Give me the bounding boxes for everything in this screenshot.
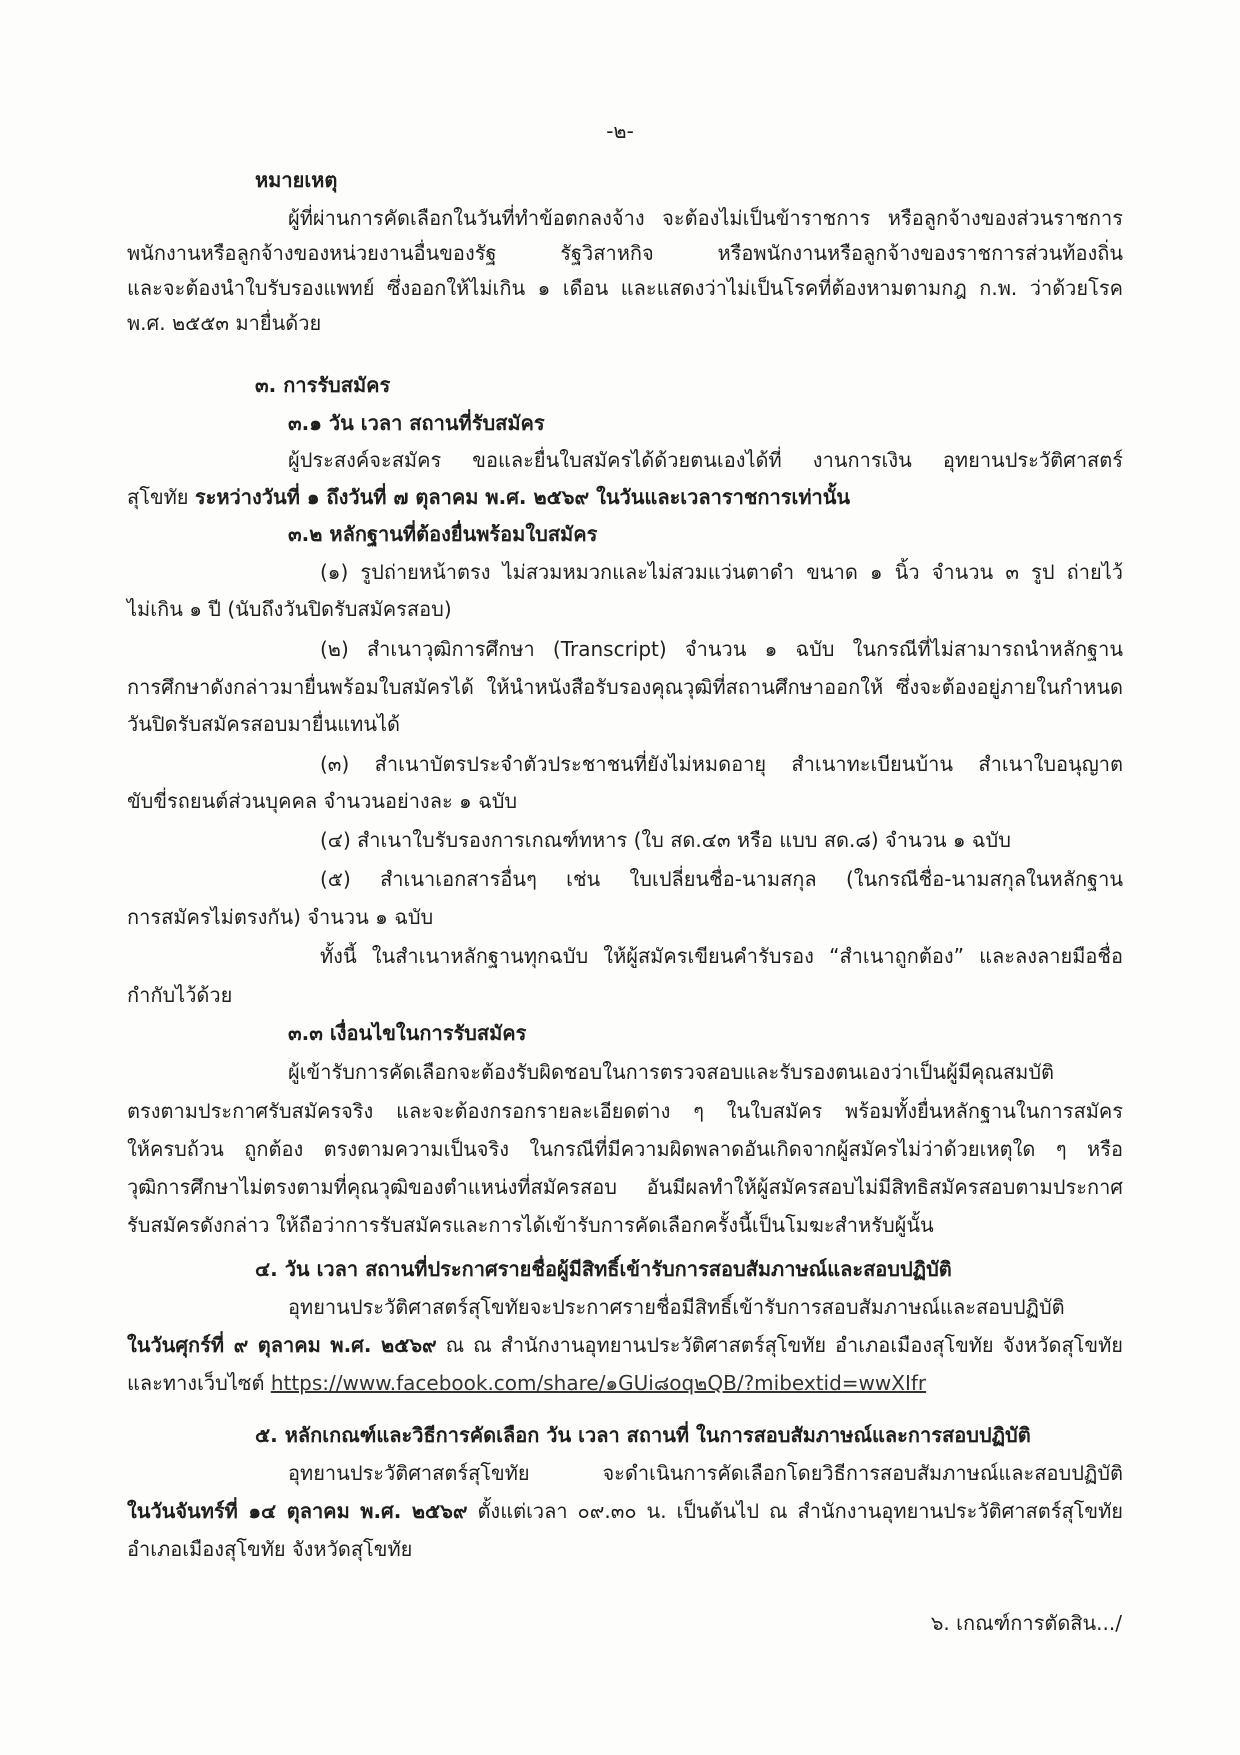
doc-item-2-a: (๒) สำเนาวุฒิการศึกษา (Transcript) จำนวน ๑ ฉบับ ในกรณีที่ไม่สามารถนำหลักฐาน <box>320 637 1123 661</box>
announcement-place: ณ ณ สำนักงานอุทยานประวัติศาสตร์สุโขทัย อำเภอเมืองสุโขทัย จังหวัดสุโขทัย <box>436 1333 1123 1357</box>
announcement-date: ในวันศุกร์ที่ ๙ ตุลาคม พ.ศ. ๒๕๖๙ <box>127 1333 437 1357</box>
page-number: -๒- <box>606 119 634 143</box>
continuation-note: ๖. เกณฑ์การตัดสิน.../ <box>930 1611 1122 1635</box>
doc-item-1-b: ไม่เกิน ๑ ปี (นับถึงวันปิดรับสมัครสอบ) <box>127 597 452 621</box>
remark-line-4: พ.ศ. ๒๕๕๓ มายื่นด้วย <box>127 311 322 335</box>
certify-note-1: ทั้งนี้ ในสำเนาหลักฐานทุกฉบับ ให้ผู้สมัครเขียนคำรับรอง “สำเนาถูกต้อง” และลงลายมือชื่อ <box>320 944 1123 968</box>
condition-line-5: รับสมัครดังกล่าว ให้ถือว่าการรับสมัครและการได้เข้ารับการคัดเลือกครั้งนี้เป็นโมฆะสำหรับผู้นั้น <box>127 1213 934 1237</box>
section-5-line-1: อุทยานประวัติศาสตร์สุโขทัย จะดำเนินการคัดเลือกโดยวิธีการสอบสัมภาษณ์และสอบปฏิบัติ <box>288 1461 1123 1485</box>
section-3-1-line-2 <box>127 482 850 512</box>
website-label: และทางเว็บไซต์ <box>127 1371 271 1395</box>
doc-item-4: (๔) สำเนาใบรับรองการเกณฑ์ทหาร (ใบ สด.๔๓ หรือ แบบ สด.๘) จำนวน ๑ ฉบับ <box>320 828 1011 852</box>
condition-line-1: ผู้เข้ารับการคัดเลือกจะต้องรับผิดชอบในการตรวจสอบและรับรองตนเองว่าเป็นผู้มีคุณสมบัติ <box>288 1060 1055 1084</box>
section-5-heading: ๕. หลักเกณฑ์และวิธีการคัดเลือก วัน เวลา สถานที่ ในการสอบสัมภาษณ์และการสอบปฏิบัติ <box>255 1423 1031 1447</box>
section-3-2-heading: ๓.๒ หลักฐานที่ต้องยื่นพร้อมใบสมัคร <box>288 522 598 546</box>
section-4-line-1: อุทยานประวัติศาสตร์สุโขทัยจะประกาศรายชื่อมีสิทธิ์เข้ารับการสอบสัมภาษณ์และสอบปฏิบัติ <box>288 1295 1065 1319</box>
condition-line-4: วุฒิการศึกษาไม่ตรงตามที่คุณวุฒิของตำแหน่งที่สมัครสอบ อันมีผลทำให้ผู้สมัครสอบไม่มีสิทธิสมัครสอบตามประกาศ <box>127 1175 1123 1199</box>
website-link[interactable]: https://www.facebook.com/share/๑GUi๘oq๒QB/?mibextid=wwXIfr <box>270 1371 927 1395</box>
section-4-line-3 <box>127 1368 926 1398</box>
section-3-3-heading: ๓.๓ เงื่อนไขในการรับสมัคร <box>288 1021 527 1045</box>
doc-item-3-b: ขับขี่รถยนต์ส่วนบุคคล จำนวนอย่างละ ๑ ฉบับ <box>127 789 518 813</box>
doc-item-1-a: (๑) รูปถ่ายหน้าตรง ไม่สวมหมวกและไม่สวมแว่นตาดำ ขนาด ๑ นิ้ว จำนวน ๓ รูป ถ่ายไว้ <box>320 560 1123 584</box>
doc-item-3-a: (๓) สำเนาบัตรประจำตัวประชาชนที่ยังไม่หมดอายุ สำเนาทะเบียนบ้าน สำเนาใบอนุญาต <box>320 752 1123 776</box>
doc-item-5-a: (๕) สำเนาเอกสารอื่นๆ เช่น ใบเปลี่ยนชื่อ-นามสกุล (ในกรณีชื่อ-นามสกุลในหลักฐาน <box>320 867 1123 891</box>
section-3-1-line-1: ผู้ประสงค์จะสมัคร ขอและยื่นใบสมัครได้ด้วยตนเองได้ที่ งานการเงิน อุทยานประวัติศาสตร์ <box>288 448 1123 472</box>
remark-heading: หมายเหตุ <box>255 168 338 192</box>
section-4-heading: ๔. วัน เวลา สถานที่ประกาศรายชื่อผู้มีสิทธิ์เข้ารับการสอบสัมภาษณ์และสอบปฏิบัติ <box>255 1257 952 1281</box>
remark-line-2: พนักงานหรือลูกจ้างของหน่วยงานอื่นของรัฐ รัฐวิสาหกิจ หรือพนักงานหรือลูกจ้างของราชการส่วนท้องถิ่น <box>127 241 1123 265</box>
section-3-1-heading: ๓.๑ วัน เวลา สถานที่รับสมัคร <box>288 411 545 435</box>
section-3-1-line-2-a: สุโขทัย <box>127 485 195 509</box>
application-period: ระหว่างวันที่ ๑ ถึงวันที่ ๗ ตุลาคม พ.ศ. ๒๕๖๙ ในวันและเวลาราชการเท่านั้น <box>194 485 851 509</box>
section-5-line-3: อำเภอเมืองสุโขทัย จังหวัดสุโขทัย <box>127 1537 413 1561</box>
remark-line-1: ผู้ที่ผ่านการคัดเลือกในวันที่ทำข้อตกลงจ้าง จะต้องไม่เป็นข้าราชการ หรือลูกจ้างของส่วนราชการ <box>288 206 1123 230</box>
section-3-heading: ๓. การรับสมัคร <box>255 373 391 397</box>
section-4-line-2 <box>127 1330 1123 1360</box>
certify-note-2: กำกับไว้ด้วย <box>127 983 233 1007</box>
condition-line-2: ตรงตามประกาศรับสมัครจริง และจะต้องกรอกรายละเอียดต่าง ๆ ในใบสมัคร พร้อมทั้งยื่นหลักฐานในการสมัคร <box>127 1099 1123 1123</box>
doc-item-2-c: วันปิดรับสมัครสอบมายื่นแทนได้ <box>127 712 401 736</box>
section-5-line-2 <box>127 1496 1123 1526</box>
interview-time-place: ตั้งแต่เวลา ๐๙.๓๐ น. เป็นต้นไป ณ สำนักงานอุทยานประวัติศาสตร์สุโขทัย <box>467 1499 1123 1523</box>
remark-line-3: และจะต้องนำใบรับรองแพทย์ ซึ่งออกให้ไม่เกิน ๑ เดือน และแสดงว่าไม่เป็นโรคที่ต้องหามตามกฎ ก.พ. ว่าด้วยโรค <box>127 276 1123 300</box>
condition-line-3: ให้ครบถ้วน ถูกต้อง ตรงตามความเป็นจริง ในกรณีที่มีความผิดพลาดอันเกิดจากผู้สมัครไม่ว่าด้วยเหตุใด ๆ หรือ <box>127 1137 1123 1161</box>
doc-item-5-b: การสมัครไม่ตรงกัน) จำนวน ๑ ฉบับ <box>127 905 434 929</box>
doc-item-2-b: การศึกษาดังกล่าวมายื่นพร้อมใบสมัครได้ ให้นำหนังสือรับรองคุณวุฒิที่สถานศึกษาออกให้ ซึ่งจะต้องอยู่ภายในกำหนด <box>127 675 1123 699</box>
interview-date: ในวันจันทร์ที่ ๑๔ ตุลาคม พ.ศ. ๒๕๖๙ <box>127 1499 468 1523</box>
